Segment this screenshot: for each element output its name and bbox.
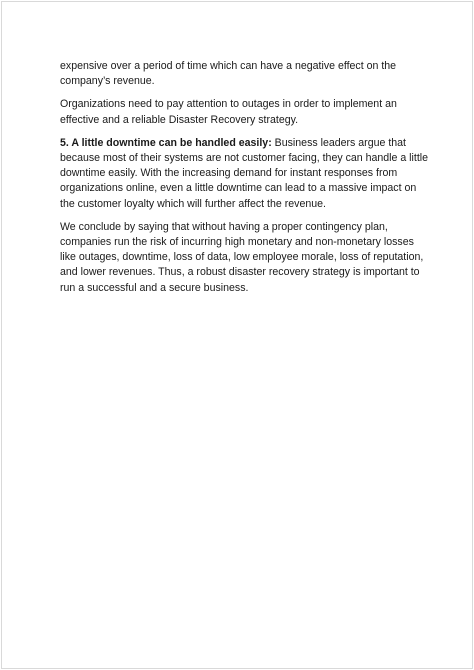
text-line: company’s revenue. xyxy=(60,75,155,88)
text-line: organizations online, even a little downtime can lead to a massive impact on xyxy=(60,182,417,195)
text-line xyxy=(60,136,422,151)
paragraph-outages xyxy=(60,97,422,127)
text-line: downtime easily. With the increasing demand for instant responses from xyxy=(60,167,398,180)
text-line: companies run the risk of incurring high monetary and non-monetary losses xyxy=(60,236,414,249)
heading-continuation: Business leaders argue that xyxy=(271,136,407,149)
section-heading: 5. A little downtime can be handled easily: xyxy=(60,136,272,149)
text-line: effective and a reliable Disaster Recovery strategy. xyxy=(60,113,299,126)
paragraph-conclusion xyxy=(60,220,422,296)
paragraph-downtime-point xyxy=(60,136,429,212)
text-line: like outages, downtime, loss of data, low employee morale, loss of reputation, xyxy=(60,251,424,264)
text-line: We conclude by saying that without having a proper contingency plan, xyxy=(60,220,388,233)
page-body xyxy=(60,59,429,304)
paragraph-revenue-effect xyxy=(60,59,422,89)
text-line: run a successful and a secure business. xyxy=(60,281,249,294)
document-page xyxy=(1,1,473,669)
text-line: Organizations need to pay attention to outages in order to implement an xyxy=(60,98,397,111)
text-line: expensive over a period of time which can have a negative effect on the xyxy=(60,60,397,72)
text-line: because most of their systems are not customer facing, they can handle a little xyxy=(60,152,429,165)
text-line: the customer loyalty which will further affect the revenue. xyxy=(60,197,326,210)
text-line: and lower revenues. Thus, a robust disaster recovery strategy is important to xyxy=(60,266,420,279)
